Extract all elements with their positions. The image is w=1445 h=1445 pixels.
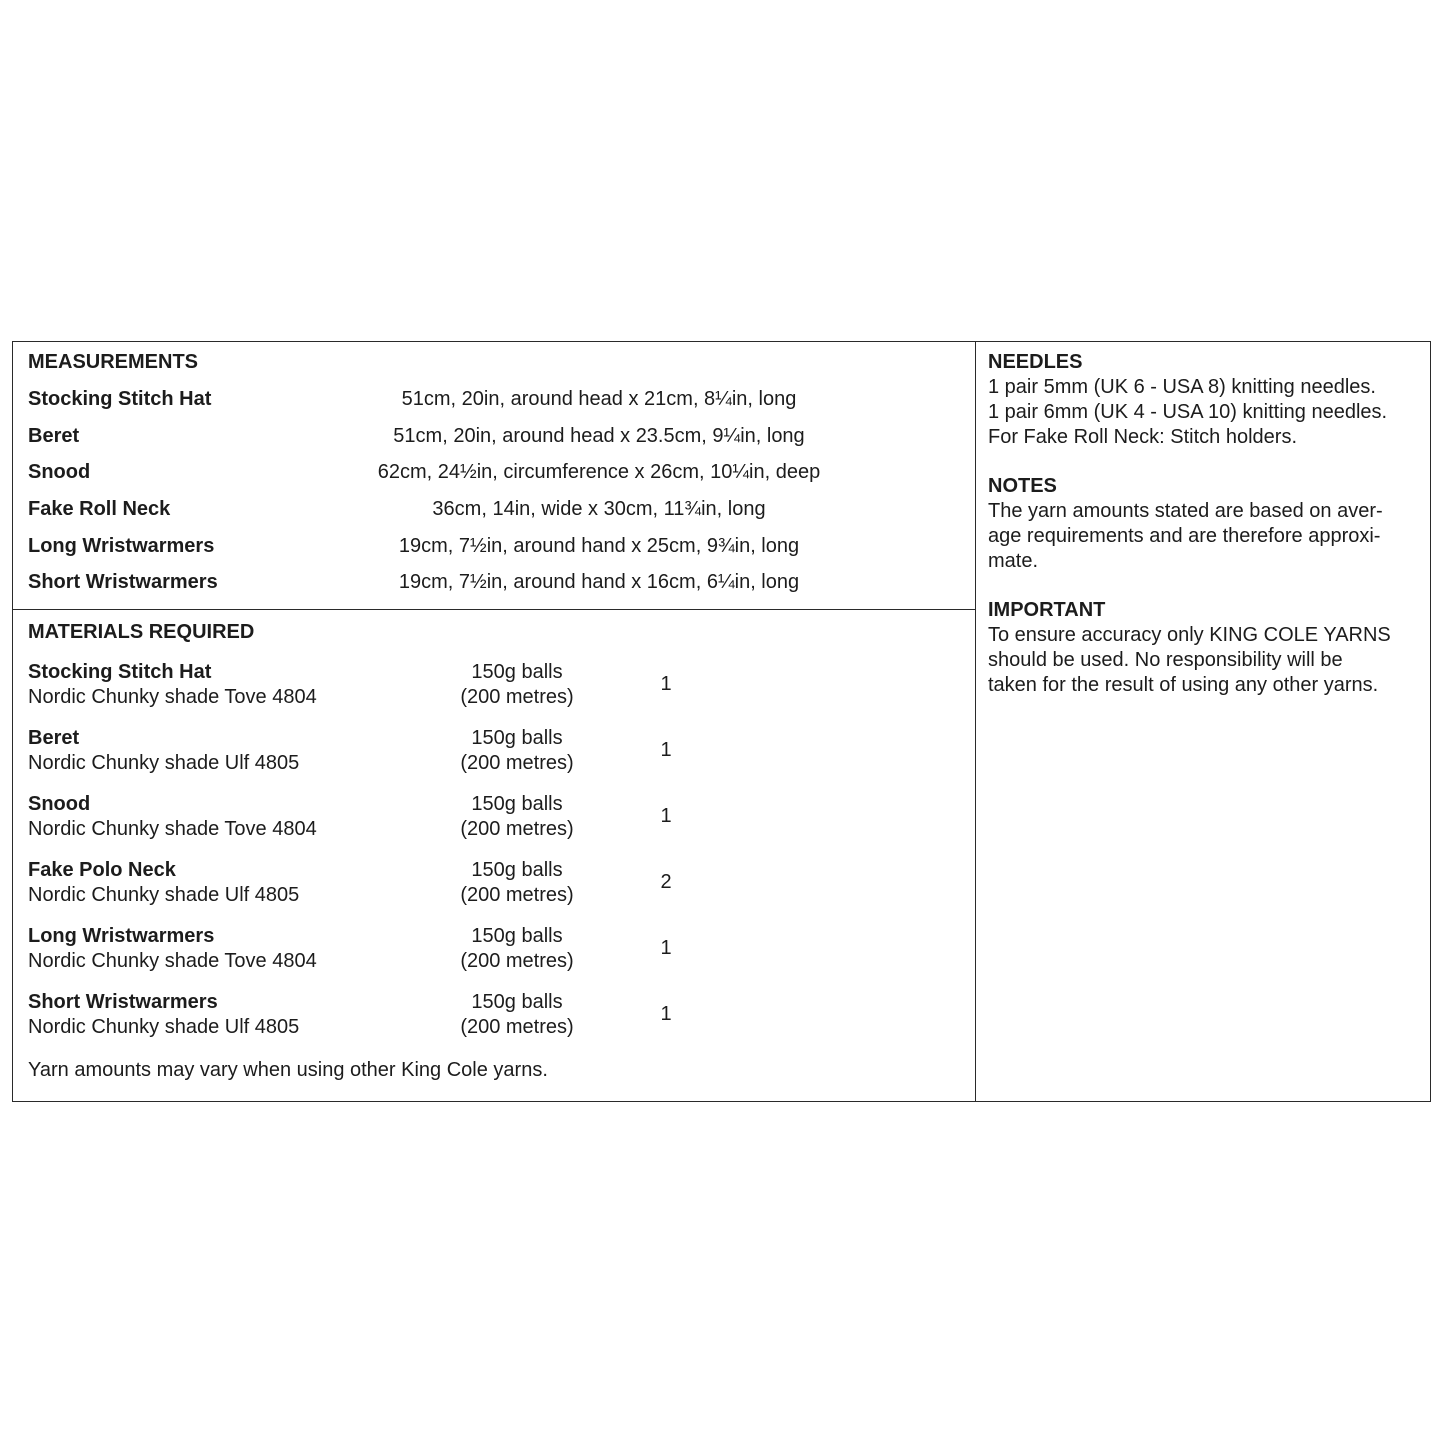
material-ball-weight: 150g balls	[471, 727, 563, 749]
measurements-heading: MEASUREMENTS	[28, 351, 199, 373]
measurement-size: 51cm, 20in, around head x 23.5cm, 9¼in, long	[393, 425, 805, 447]
notes-line: age requirements and are therefore approxi-	[988, 525, 1381, 547]
material-ball-length: (200 metres)	[460, 686, 574, 708]
material-yarn: Nordic Chunky shade Ulf 4805	[28, 752, 300, 774]
material-ball-weight: 150g balls	[471, 661, 563, 683]
material-ball-weight: 150g balls	[471, 925, 563, 947]
material-ball-length: (200 metres)	[460, 752, 574, 774]
notes-line: mate.	[988, 550, 1039, 572]
material-item: Snood	[28, 793, 91, 815]
material-yarn: Nordic Chunky shade Tove 4804	[28, 950, 317, 972]
measurement-item: Snood	[28, 461, 91, 483]
material-yarn: Nordic Chunky shade Tove 4804	[28, 818, 317, 840]
material-quantity: 1	[660, 673, 672, 695]
measurement-item: Short Wristwarmers	[28, 571, 218, 593]
measurement-item: Beret	[28, 425, 80, 447]
material-ball-weight: 150g balls	[471, 793, 563, 815]
material-item: Long Wristwarmers	[28, 925, 215, 947]
column-divider	[975, 342, 976, 1101]
notes-heading: NOTES	[988, 475, 1057, 497]
needles-line: For Fake Roll Neck: Stitch holders.	[988, 426, 1297, 448]
measurement-item: Stocking Stitch Hat	[28, 388, 212, 410]
measurement-item: Fake Roll Neck	[28, 498, 171, 520]
material-ball-weight: 150g balls	[471, 859, 563, 881]
important-line: should be used. No responsibility will be	[988, 649, 1343, 671]
material-quantity: 1	[660, 1003, 672, 1025]
measurement-size: 62cm, 24½in, circumference x 26cm, 10¼in, deep	[377, 461, 821, 483]
material-ball-length: (200 metres)	[460, 1016, 574, 1038]
materials-footnote: Yarn amounts may vary when using other King Cole yarns.	[28, 1059, 548, 1081]
pattern-info-table	[12, 341, 1431, 1102]
material-yarn: Nordic Chunky shade Ulf 4805	[28, 884, 300, 906]
materials-heading: MATERIALS REQUIRED	[28, 621, 255, 643]
material-quantity: 1	[660, 937, 672, 959]
material-item: Beret	[28, 727, 80, 749]
material-item: Stocking Stitch Hat	[28, 661, 212, 683]
material-quantity: 1	[660, 805, 672, 827]
material-ball-length: (200 metres)	[460, 818, 574, 840]
notes-line: The yarn amounts stated are based on aver-	[988, 500, 1383, 522]
material-ball-weight: 150g balls	[471, 991, 563, 1013]
important-heading: IMPORTANT	[988, 599, 1106, 621]
measurement-size: 36cm, 14in, wide x 30cm, 11¾in, long	[432, 498, 766, 520]
important-line: To ensure accuracy only KING COLE YARNS	[988, 624, 1391, 646]
material-ball-length: (200 metres)	[460, 884, 574, 906]
material-quantity: 1	[660, 739, 672, 761]
section-divider	[13, 609, 976, 610]
material-yarn: Nordic Chunky shade Tove 4804	[28, 686, 317, 708]
needles-heading: NEEDLES	[988, 351, 1083, 373]
measurement-size: 19cm, 7½in, around hand x 25cm, 9¾in, long	[398, 535, 800, 557]
material-item: Short Wristwarmers	[28, 991, 218, 1013]
important-line: taken for the result of using any other yarns.	[988, 674, 1379, 696]
material-ball-length: (200 metres)	[460, 950, 574, 972]
measurement-size: 51cm, 20in, around head x 21cm, 8¼in, long	[401, 388, 797, 410]
measurement-item: Long Wristwarmers	[28, 535, 215, 557]
material-yarn: Nordic Chunky shade Ulf 4805	[28, 1016, 300, 1038]
needles-line: 1 pair 5mm (UK 6 - USA 8) knitting needles.	[988, 376, 1376, 398]
needles-line: 1 pair 6mm (UK 4 - USA 10) knitting needles.	[988, 401, 1388, 423]
material-quantity: 2	[660, 871, 672, 893]
measurement-size: 19cm, 7½in, around hand x 16cm, 6¼in, long	[398, 571, 800, 593]
material-item: Fake Polo Neck	[28, 859, 176, 881]
